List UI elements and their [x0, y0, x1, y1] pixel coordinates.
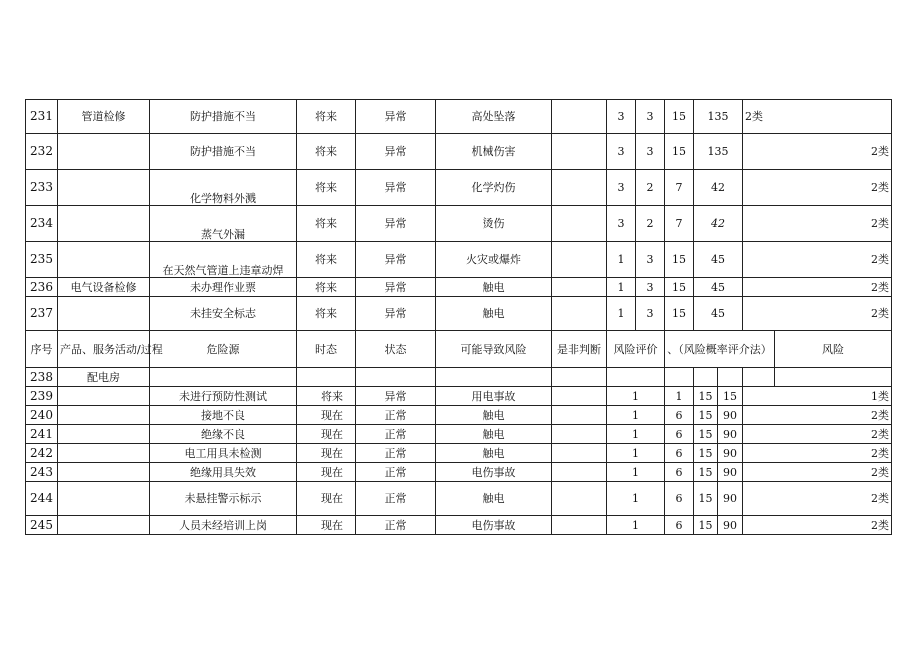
row-state: 正常 — [356, 444, 436, 463]
row-level: 2类 — [743, 297, 892, 331]
row-level: 2类 — [743, 134, 892, 170]
row-l: 1 — [607, 278, 636, 297]
row-l: 1 — [607, 297, 636, 331]
row-id: 234 — [26, 206, 58, 242]
table-row — [26, 134, 892, 170]
table-row — [26, 425, 892, 444]
row-l: 3 — [607, 170, 636, 206]
row-judgement — [552, 170, 607, 206]
row-c: 7 — [665, 206, 694, 242]
row-tense: 现在 — [297, 516, 356, 535]
row-risk: 触电 — [436, 444, 552, 463]
row-d: 135 — [694, 100, 743, 134]
header-risk-eval: 风险评价 — [607, 331, 665, 368]
row-e: 3 — [636, 278, 665, 297]
row-id: 242 — [26, 444, 58, 463]
row-process — [58, 516, 150, 535]
header-risk-method: 、（风险概率评介法） — [665, 331, 775, 368]
row-tense: 现在 — [297, 463, 356, 482]
row-tense: 现在 — [297, 482, 356, 516]
row-id: 244 — [26, 482, 58, 516]
row-tense: 将来 — [297, 278, 356, 297]
upper-rows — [26, 100, 892, 331]
row-process — [58, 134, 150, 170]
header-state: 状态 — [356, 331, 436, 368]
risk-assessment-table — [25, 99, 892, 535]
row-c: 7 — [665, 170, 694, 206]
row-tense: 现在 — [297, 425, 356, 444]
row-l: 1 — [607, 406, 665, 425]
table-row — [26, 100, 892, 134]
row-e: 6 — [665, 444, 694, 463]
row-e: 3 — [636, 242, 665, 278]
row-tense: 将来 — [297, 134, 356, 170]
row-tense: 现在 — [297, 444, 356, 463]
row-l: 1 — [607, 444, 665, 463]
row-tense: 现在 — [297, 406, 356, 425]
row-c: 15 — [665, 278, 694, 297]
row-e: 3 — [636, 134, 665, 170]
row-risk: 触电 — [436, 406, 552, 425]
row-id: 237 — [26, 297, 58, 331]
row-judgement — [552, 387, 607, 406]
row-state: 正常 — [356, 516, 436, 535]
row-process: 配电房 — [58, 368, 150, 387]
row-e: 6 — [665, 463, 694, 482]
row-process — [58, 387, 150, 406]
row-tense: 将来 — [297, 387, 356, 406]
row-level: 2类 — [743, 242, 892, 278]
row-tense: 将来 — [297, 100, 356, 134]
row-d: 90 — [718, 516, 743, 535]
row-process — [58, 242, 150, 278]
row-id: 245 — [26, 516, 58, 535]
row-state: 异常 — [356, 297, 436, 331]
row-id: 232 — [26, 134, 58, 170]
row-state: 异常 — [356, 134, 436, 170]
table-row — [26, 278, 892, 297]
row-c: 15 — [665, 100, 694, 134]
row-e: 2 — [636, 170, 665, 206]
row-risk: 机械伤害 — [436, 134, 552, 170]
table-row — [26, 463, 892, 482]
row-risk: 火灾或爆炸 — [436, 242, 552, 278]
row-tense: 将来 — [297, 242, 356, 278]
row-d: 90 — [718, 425, 743, 444]
row-risk: 触电 — [436, 482, 552, 516]
row-level: 2类 — [743, 482, 892, 516]
row-d: 45 — [694, 242, 743, 278]
row-c: 15 — [694, 444, 718, 463]
row-process — [58, 406, 150, 425]
row-hazard: 绝缘不良 — [150, 425, 297, 444]
row-d: 45 — [694, 297, 743, 331]
row-id: 233 — [26, 170, 58, 206]
row-l: 1 — [607, 516, 665, 535]
row-state: 正常 — [356, 482, 436, 516]
row-id: 236 — [26, 278, 58, 297]
row-hazard: 蒸气外漏 — [150, 206, 297, 242]
row-judgement — [552, 444, 607, 463]
header-seq: 序号 — [26, 331, 58, 368]
row-hazard: 人员未经培训上岗 — [150, 516, 297, 535]
row-hazard: 未办理作业票 — [150, 278, 297, 297]
row-state: 异常 — [356, 242, 436, 278]
row-judgement — [552, 482, 607, 516]
row-hazard: 防护措施不当 — [150, 100, 297, 134]
row-e: 3 — [636, 297, 665, 331]
row-state: 异常 — [356, 170, 436, 206]
row-hazard: 防护措施不当 — [150, 134, 297, 170]
row-process — [58, 444, 150, 463]
row-d: 90 — [718, 463, 743, 482]
row-process: 电气设备检修 — [58, 278, 150, 297]
row-level: 2类 — [743, 444, 892, 463]
row-risk: 触电 — [436, 297, 552, 331]
row-c: 15 — [694, 482, 718, 516]
row-hazard: 绝缘用具失效 — [150, 463, 297, 482]
row-risk: 高处坠落 — [436, 100, 552, 134]
table-row — [26, 516, 892, 535]
row-judgement — [552, 134, 607, 170]
row-l: 3 — [607, 206, 636, 242]
row-c: 15 — [694, 387, 718, 406]
row-level: 2类 — [743, 516, 892, 535]
row-d: 42 — [694, 206, 743, 242]
row-process: 管道检修 — [58, 100, 150, 134]
row-c: 15 — [694, 516, 718, 535]
row-id: 231 — [26, 100, 58, 134]
row-tense: 将来 — [297, 206, 356, 242]
row-risk: 触电 — [436, 278, 552, 297]
row-hazard: 电工用具未检测 — [150, 444, 297, 463]
row-l: 3 — [607, 134, 636, 170]
row-level: 2类 — [743, 406, 892, 425]
row-judgement — [552, 425, 607, 444]
row-risk: 用电事故 — [436, 387, 552, 406]
row-judgement — [552, 278, 607, 297]
row-e: 6 — [665, 425, 694, 444]
row-risk: 电伤事故 — [436, 516, 552, 535]
table-row — [26, 387, 892, 406]
row-d: 15 — [718, 387, 743, 406]
row-l: 1 — [607, 242, 636, 278]
row-id: 235 — [26, 242, 58, 278]
row-judgement — [552, 406, 607, 425]
row-process — [58, 463, 150, 482]
section-row — [26, 368, 892, 387]
row-process — [58, 482, 150, 516]
row-c: 15 — [694, 425, 718, 444]
row-judgement — [552, 297, 607, 331]
row-tense: 将来 — [297, 170, 356, 206]
row-e: 1 — [665, 387, 694, 406]
row-id: 239 — [26, 387, 58, 406]
row-hazard: 未进行预防性测试 — [150, 387, 297, 406]
header-judgement: 是非判断 — [552, 331, 607, 368]
row-id: 240 — [26, 406, 58, 425]
header-tense: 时态 — [297, 331, 356, 368]
table-row — [26, 206, 892, 242]
row-hazard: 未挂安全标志 — [150, 297, 297, 331]
table-row — [26, 297, 892, 331]
row-l: 1 — [607, 387, 665, 406]
row-level: 1类 — [743, 387, 892, 406]
row-level: 2类 — [743, 100, 892, 134]
row-id: 241 — [26, 425, 58, 444]
row-judgement — [552, 463, 607, 482]
row-state: 异常 — [356, 278, 436, 297]
row-level: 2类 — [743, 206, 892, 242]
row-e: 3 — [636, 100, 665, 134]
row-l: 1 — [607, 482, 665, 516]
row-state: 正常 — [356, 406, 436, 425]
row-d: 90 — [718, 406, 743, 425]
row-state: 异常 — [356, 387, 436, 406]
row-l: 1 — [607, 463, 665, 482]
table-row — [26, 242, 892, 278]
row-level: 2类 — [743, 278, 892, 297]
table-row — [26, 482, 892, 516]
header-process: 产品、服务活动/过程 — [58, 331, 150, 368]
row-d: 45 — [694, 278, 743, 297]
row-c: 15 — [665, 242, 694, 278]
header-section — [26, 331, 892, 387]
row-state: 异常 — [356, 206, 436, 242]
row-c: 15 — [665, 134, 694, 170]
row-hazard: 化学物料外溅 — [150, 170, 297, 206]
header-risk: 可能导致风险 — [436, 331, 552, 368]
row-d: 135 — [694, 134, 743, 170]
row-state: 异常 — [356, 100, 436, 134]
row-c: 15 — [694, 463, 718, 482]
row-process — [58, 425, 150, 444]
row-id: 238 — [26, 368, 58, 387]
row-d: 42 — [694, 170, 743, 206]
row-hazard: 接地不良 — [150, 406, 297, 425]
row-risk: 电伤事故 — [436, 463, 552, 482]
row-tense: 将来 — [297, 297, 356, 331]
row-level: 2类 — [743, 463, 892, 482]
row-level: 2类 — [743, 425, 892, 444]
row-e: 2 — [636, 206, 665, 242]
row-risk: 烫伤 — [436, 206, 552, 242]
row-e: 6 — [665, 482, 694, 516]
row-process — [58, 206, 150, 242]
row-judgement — [552, 516, 607, 535]
row-level: 2类 — [743, 170, 892, 206]
row-judgement — [552, 206, 607, 242]
row-e: 6 — [665, 516, 694, 535]
row-id: 243 — [26, 463, 58, 482]
row-hazard: 在天然气管道上违章动焊 — [150, 242, 297, 278]
row-c: 15 — [694, 406, 718, 425]
header-level: 风险 — [775, 331, 892, 368]
row-risk: 化学灼伤 — [436, 170, 552, 206]
row-process — [58, 297, 150, 331]
row-risk: 触电 — [436, 425, 552, 444]
row-l: 1 — [607, 425, 665, 444]
row-state: 正常 — [356, 425, 436, 444]
row-d: 90 — [718, 444, 743, 463]
row-process — [58, 170, 150, 206]
header-hazard: 危险源 — [150, 331, 297, 368]
row-judgement — [552, 100, 607, 134]
table-row — [26, 444, 892, 463]
row-l: 3 — [607, 100, 636, 134]
table-header-row — [26, 331, 892, 368]
row-e: 6 — [665, 406, 694, 425]
table-row — [26, 406, 892, 425]
row-c: 15 — [665, 297, 694, 331]
row-hazard: 未悬挂警示标示 — [150, 482, 297, 516]
table-row — [26, 170, 892, 206]
row-state: 正常 — [356, 463, 436, 482]
lower-rows — [26, 387, 892, 535]
row-d: 90 — [718, 482, 743, 516]
row-judgement — [552, 242, 607, 278]
